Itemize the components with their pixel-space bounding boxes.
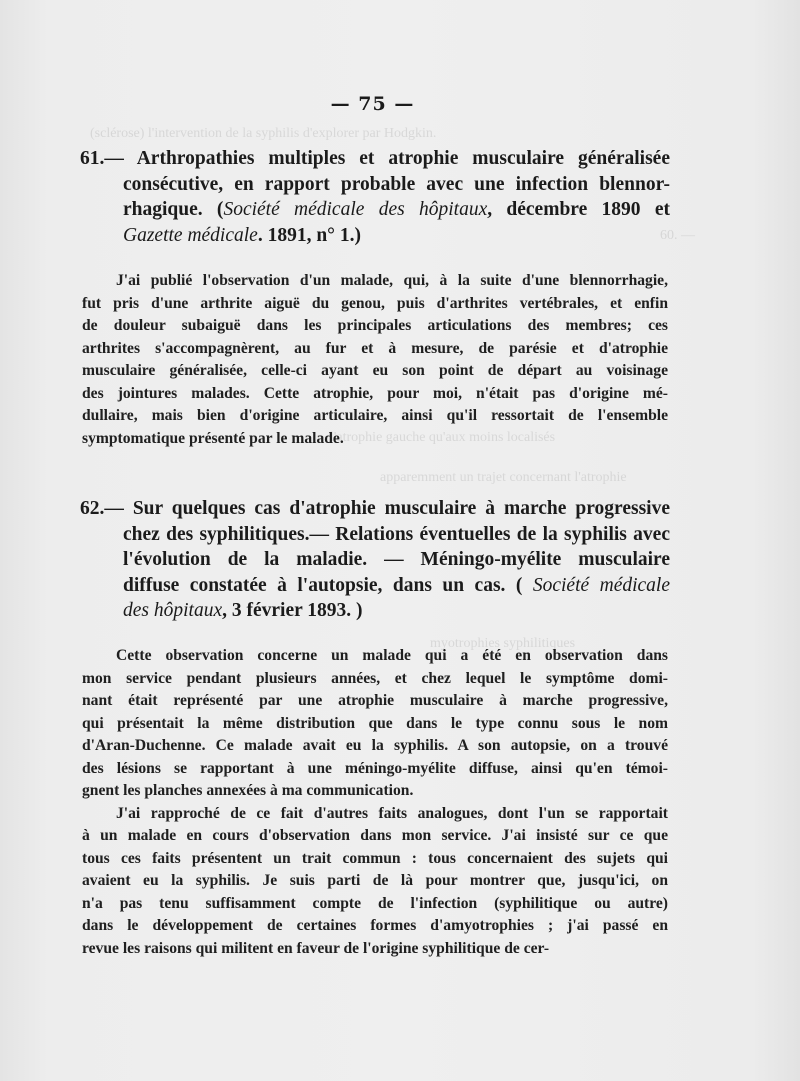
entry-number: 62. xyxy=(80,498,105,519)
paragraph-line: dans le développement de certaines formes d'amyotrophies ; j'ai passé en xyxy=(82,917,668,934)
heading-text: diffuse constatée à l'autopsie, dans un cas. ( xyxy=(123,574,533,596)
paragraph-line: des lésions se rapportant à une méningo-myélite diffuse, ainsi qu'en témoi- xyxy=(82,759,668,777)
paragraph-line: arthrites s'accompagnèrent, au fur et à mesure, de parésie et d'atrophie xyxy=(82,339,668,357)
bleed-through-mark: (sclérose) l'intervention de la syphilis d'explorer par Hodgkin. xyxy=(90,126,437,141)
paragraph-line: de douleur subaiguë dans les principales articulations des membres; ces xyxy=(82,317,668,334)
paragraph-line: tous ces faits présentent un trait commun : tous concernaient des sujets qui xyxy=(82,849,668,867)
paragraph-line: symptomatique présenté par le malade. xyxy=(82,429,344,447)
heading-line xyxy=(80,522,670,548)
paragraph-line: J'ai publié l'observation d'un malade, qui, à la suite d'une blennorrhagie, xyxy=(116,272,668,289)
paragraph-line: dullaire, mais bien d'origine articulaire, ainsi qu'il ressortait de l'ensemble xyxy=(82,407,668,424)
heading-text: chez des syphilitiques.— Relations éventuelles de la syphilis avec xyxy=(123,523,670,545)
heading-line xyxy=(80,172,670,198)
bleed-through-mark: myotrophies syphilitiques xyxy=(430,636,576,651)
paragraph-line: avaient eu la syphilis. Je suis parti de là pour montrer que, jusqu'ici, on xyxy=(82,872,668,889)
paragraph-line: revue les raisons qui militent en faveur de l'origine syphilitique de cer- xyxy=(82,939,550,957)
paragraph-line: fut pris d'une arthrite aiguë du genou, puis d'arthrites vertébrales, et enfin xyxy=(82,294,668,312)
paragraph-line: Cette observation concerne un malade qui a été en observation dans xyxy=(116,647,668,664)
heading-line xyxy=(80,547,670,573)
heading-line xyxy=(80,223,670,249)
heading-line xyxy=(80,197,670,223)
bleed-through-mark: apparemment un trajet concernant l'atrophie xyxy=(380,470,627,485)
heading-text: , 3 février 1893. ) xyxy=(222,600,363,621)
citation-italic: des hôpitaux xyxy=(123,600,223,621)
paragraph-line: J'ai rapproché de ce fait d'autres faits analogues, dont l'un se rapportait xyxy=(116,804,668,822)
paragraph-line: n'a pas tenu suffisamment compte de l'infection (syphilitique ou autre) xyxy=(82,894,668,912)
heading-text: consécutive, en rapport probable avec une infection blennor- xyxy=(123,173,670,195)
page-number: — 75 — xyxy=(330,93,415,115)
citation-italic: Société médicale xyxy=(532,574,670,596)
entry-61-heading xyxy=(80,146,670,248)
paragraph-line: musculaire généralisée, celle-ci ayant eu son point de départ au voisinage xyxy=(82,362,668,379)
heading-line xyxy=(80,146,670,172)
heading-line xyxy=(80,573,670,599)
paragraph-line: gnent les planches annexées à ma communication. xyxy=(82,782,414,799)
paragraph-line: mon service pendant plusieurs années, et chez lequel le symptôme domi- xyxy=(82,669,668,687)
heading-text: — Sur quelques cas d'atrophie musculaire à marche progressive xyxy=(104,498,670,519)
paragraph-line: qui présentait la même distribution que dans le type connu sous le nom xyxy=(82,714,668,732)
citation-italic: Société médicale des hôpitaux xyxy=(223,199,488,220)
paragraph-line: d'Aran-Duchenne. Ce malade avait eu la syphilis. A son autopsie, on a trouvé xyxy=(82,737,668,754)
heading-text: , décembre 1890 et xyxy=(487,199,670,220)
entry-62-body xyxy=(82,645,668,960)
entry-61-body xyxy=(82,270,668,450)
entry-number: 61. xyxy=(80,148,105,169)
heading-text: — Arthropathies multiples et atrophie musculaire généralisée xyxy=(104,148,670,169)
heading-text: l'évolution de la maladie. — Méningo-myélite musculaire xyxy=(123,549,670,570)
paragraph-line: des jointures malades. Cette atrophie, pour moi, n'était pas d'origine mé- xyxy=(82,384,668,402)
heading-text: . 1891, n° 1.) xyxy=(257,224,361,246)
paragraph-line: à un malade en cours d'observation dans mon service. J'ai insisté sur ce que xyxy=(82,827,668,844)
heading-line xyxy=(80,496,670,522)
entry-62-heading xyxy=(80,496,670,624)
citation-italic: Gazette médicale xyxy=(123,224,258,246)
paragraph-line: nant était représenté par une atrophie musculaire à marche progressive, xyxy=(82,692,668,709)
heading-line xyxy=(80,598,670,624)
heading-text: rhagique. ( xyxy=(123,199,224,220)
bleed-through-mark: 60. — xyxy=(660,228,695,243)
bleed-through-mark: l'atrophie gauche qu'aux moins localisés xyxy=(330,430,556,445)
